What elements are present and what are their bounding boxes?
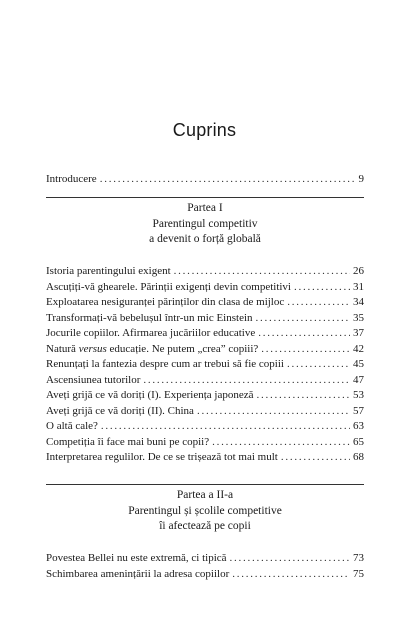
toc-entry[interactable] <box>46 567 364 583</box>
part-2-heading <box>46 484 364 534</box>
toc-entry-page: 53 <box>353 389 364 401</box>
toc-entry[interactable] <box>46 357 364 373</box>
part-1-subtitle-line1: Parentingul competitiv <box>152 218 258 230</box>
toc-entry-label: Ascensiunea tutorilor <box>46 373 141 386</box>
dot-leader <box>212 435 350 451</box>
toc-entry-page: 75 <box>353 567 364 580</box>
toc-entry-page: 37 <box>353 327 364 339</box>
dot-leader <box>281 450 350 466</box>
toc-entry-label: Ascuțiți-vă ghearele. Părinții exigenți devin competitivi <box>46 280 291 293</box>
toc-entry[interactable] <box>46 342 364 358</box>
toc-entry-label: Competiția îi face mai buni pe copii? <box>46 435 210 448</box>
toc-entry-label: Exploatarea nesiguranței părinților din clasa de mijloc <box>46 296 285 308</box>
dot-leader <box>230 551 350 567</box>
toc-entry[interactable] <box>46 388 364 404</box>
toc-entry-label: Aveți grijă ce vă doriți (II). China <box>46 404 194 417</box>
toc-entry-page: 47 <box>353 373 364 386</box>
toc-entry-label: Schimbarea amenințării la adresa copiilor <box>46 567 230 580</box>
part-1-rule <box>46 197 364 198</box>
dot-leader <box>287 295 350 311</box>
part-1-entries <box>46 264 364 466</box>
dot-leader <box>261 342 350 358</box>
toc-entry-label: Transformați-vă bebelușul într-un mic Einstein <box>46 311 253 324</box>
toc-entry[interactable] <box>46 295 364 311</box>
toc-entry[interactable] <box>46 551 364 567</box>
dot-leader <box>143 373 350 389</box>
label-text: educație. Ne putem „crea” copiii? <box>106 342 259 355</box>
toc-entry[interactable] <box>46 280 364 296</box>
toc-entry-page: 31 <box>353 280 364 293</box>
dot-leader <box>174 264 350 280</box>
part-2-rule <box>46 484 364 485</box>
dot-leader <box>256 311 350 327</box>
toc-entry[interactable] <box>46 435 364 451</box>
part-1-heading <box>46 197 364 247</box>
part-2-subtitle-line2: îi afectează pe copii <box>159 520 251 532</box>
toc-entry-label: Introducere <box>46 173 97 185</box>
toc-entry-label: Interpretarea regulilor. De ce se trișează tot mai mult <box>46 451 278 463</box>
dot-leader <box>287 357 350 373</box>
toc-entry-page: 35 <box>353 311 364 324</box>
toc-entry[interactable] <box>46 326 364 342</box>
dot-leader <box>100 172 356 188</box>
part-2-subtitle-line1: Parentingul și școlile competitive <box>128 505 282 517</box>
part-2-entries <box>46 551 364 582</box>
toc-entry[interactable] <box>46 373 364 389</box>
label-text: Natură <box>46 342 79 355</box>
part-1-label: Partea I <box>187 202 223 214</box>
toc-entry-page: 34 <box>353 296 364 308</box>
toc-entry-page: 68 <box>353 451 364 463</box>
toc-entry-page: 42 <box>353 342 364 355</box>
toc-entry-label: Aveți grijă ce vă doriți (I). Experiența japoneză <box>46 389 254 401</box>
toc-entry-page: 63 <box>353 420 364 432</box>
toc-entry-page: 45 <box>353 358 364 370</box>
toc-entry-label <box>46 342 258 358</box>
page-title: Cuprins <box>172 120 237 140</box>
toc-entry-label: Povestea Bellei nu este extremă, ci tipică <box>46 552 227 564</box>
toc-entry-page: 73 <box>353 552 364 564</box>
toc-entry[interactable] <box>46 311 364 327</box>
toc-entry-label: Jocurile copiilor. Afirmarea jucăriilor educative <box>46 327 256 339</box>
dot-leader <box>258 326 350 342</box>
toc-entry[interactable] <box>46 419 364 435</box>
toc-entry-label: O altă cale? <box>46 420 98 432</box>
dot-leader <box>232 567 350 583</box>
label-italic-text: versus <box>78 342 107 355</box>
part-2-label: Partea a II-a <box>176 489 234 501</box>
dot-leader <box>101 419 350 435</box>
toc-entry[interactable] <box>46 450 364 466</box>
dot-leader <box>294 280 350 296</box>
toc-entry-label: Renunțați la fantezia despre cum ar trebui să fie copiii <box>46 358 284 370</box>
toc-intro <box>46 172 364 188</box>
toc-entry-page: 57 <box>353 404 364 417</box>
toc-entry[interactable] <box>46 264 364 280</box>
dot-leader <box>197 404 350 420</box>
part-1-subtitle-line2: a devenit o forță globală <box>149 233 261 245</box>
toc-entry-page: 65 <box>353 435 364 448</box>
toc-entry-label: Istoria parentingului exigent <box>46 265 171 277</box>
toc-entry-page: 26 <box>353 265 364 277</box>
toc-entry[interactable] <box>46 172 364 188</box>
dot-leader <box>256 388 350 404</box>
toc-entry[interactable] <box>46 404 364 420</box>
toc-entry-page: 9 <box>358 173 364 185</box>
